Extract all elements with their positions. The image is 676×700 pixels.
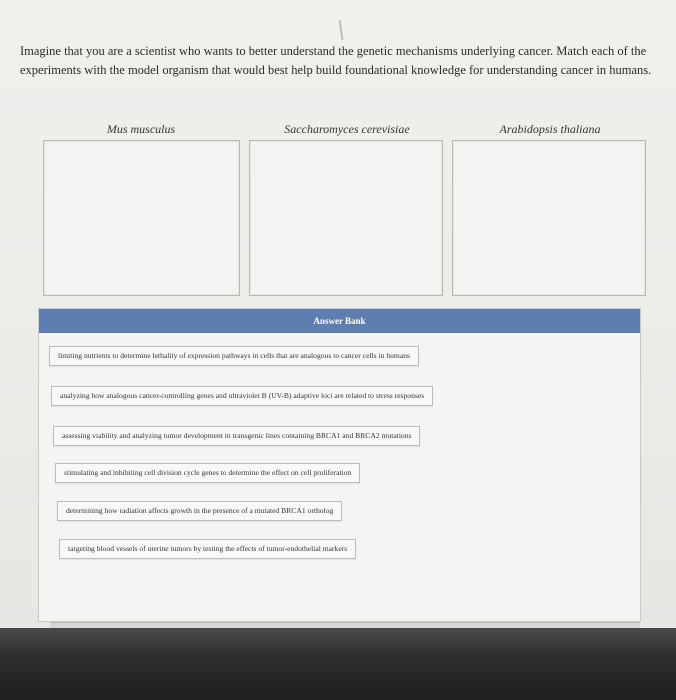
answer-chip-brca-lines[interactable]: assessing viability and analyzing tumor development in transgenic lines containing BRCA1 and BRCA2 mutations <box>53 426 420 446</box>
answer-bank-title: Answer Bank <box>39 309 640 333</box>
drop-zone-saccharomyces[interactable] <box>249 140 443 296</box>
drop-zone-mus-musculus[interactable] <box>43 140 240 296</box>
answer-chip-radiation[interactable]: determining how radiation affects growth in the presence of a mutated BRCA1 ortholog <box>57 501 342 521</box>
page-mark <box>339 20 344 40</box>
answer-chip-nutrients[interactable]: limiting nutrients to determine lethality of expression pathways in cells that are analogous to cancer cells in humans <box>49 346 419 366</box>
drop-zone-arabidopsis[interactable] <box>452 140 646 296</box>
target-label-mus-musculus: Mus musculus <box>106 122 176 136</box>
answer-chip-blood-vessels[interactable]: targeting blood vessels of uterine tumors by testing the effects of tumor-endothelial markers <box>59 539 356 559</box>
target-label-arabidopsis: Arabidopsis thaliana <box>499 122 601 136</box>
screen-bezel <box>0 628 676 700</box>
answer-chip-uvb[interactable]: analyzing how analogous cancer-controlling genes and ultraviolet B (UV-B) adaptive loci are related to stress responses <box>51 386 433 406</box>
question-prompt: Imagine that you are a scientist who wants to better understand the genetic mechanisms underlying cancer. Match each of the experiments with the model organism that would best help build foundational knowledge for understanding cancer in humans. <box>20 44 652 77</box>
answer-bank <box>38 308 641 622</box>
target-label-saccharomyces: Saccharomyces cerevisiae <box>284 122 410 136</box>
answer-chip-cell-cycle[interactable]: stimulating and inhibiting cell division cycle genes to determine the effect on cell proliferation <box>55 463 360 483</box>
